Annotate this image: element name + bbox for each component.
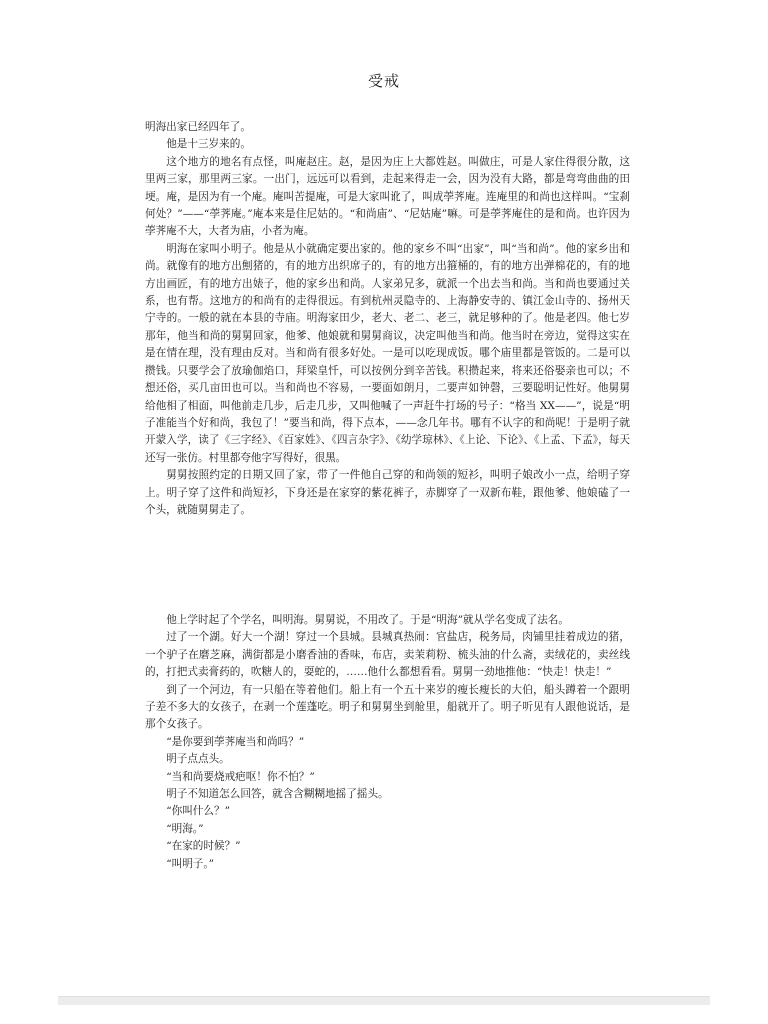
paragraph: 明海在家叫小明子。他是从小就确定要出家的。他的家乡不叫“出家”，叫“当和尚”。他的家乡出和尚。就像有的地方出劁猪的，有的地方出织席子的，有的地方出箍桶的，有的地方出弹棉花的，有的地方出画匠，有的地方出婊子，他的家乡出和尚。人家弟兄多，就派一个出去当和尚。当和尚也要通过关系，也有帮。这地方的和尚有的走得很远。有到杭州灵隐寺的、上海静安寺的、镇江金山寺的、扬州天宁寺的。一般的就在本县的寺庙。明海家田少，老大、老二、老三，就足够种的了。他是老四。他七岁那年，他当和尚的舅舅回家，他爹、他娘就和舅舅商议，决定叫他当和尚。他当时在旁边，觉得这实在是在情在理，没有理由反对。当和尚有很多好处。一是可以吃现成饭。哪个庙里都是管饭的。二是可以攒钱。只要学会了放瑜伽焰口，拜梁皇忏，可以按例分到辛苦钱。积攒起来，将来还俗娶亲也可以；不想还俗，买几亩田也可以。当和尚也不容易，一要面如朗月，二要声如钟磬，三要聪明记性好。他舅舅给他相了相面，叫他前走几步，后走几步，又叫他喊了一声赶牛打场的号子：“格当 XX——”，说是“明子准能当个好和尚，我包了！”要当和尚，得下点本，——念几年书。哪有不认字的和尚呢！于是明子就开蒙入学，读了《三字经》、《百家姓》、《四言杂字》、《幼学琼林》、《上论、下论》、《上孟、下孟》，每天还写一张仿。村里都夸他字写得好，很黑。 bbox=[145, 242, 630, 464]
dialogue-line: “叫明子。” bbox=[166, 857, 215, 870]
page-title: 受戒 bbox=[367, 72, 400, 90]
paragraph: 这个地方的地名有点怪，叫庵赵庄。赵，是因为庄上大都姓赵。叫做庄，可是人家住得很分散，这里两三家，那里两三家。一出门，远远可以看到，走起来得走一会，因为没有大路，都是弯弯曲曲的田埂。庵，是因为有一个庵。庵叫苦提庵，可是大家叫讹了，叫成荸荠庵。连庵里的和尚也这样叫。“宝刹何处？”——“荸荠庵。”庵本来是住尼姑的。“和尚庙”、“尼姑庵”嘛。可是荸荠庵住的是和尚。也许因为荸荠庵不大，大者为庙，小者为庵。 bbox=[145, 155, 630, 238]
dialogue-line: “明海。” bbox=[166, 822, 204, 835]
dialogue-line: “当和尚要烧戒疤呕！你不怕？” bbox=[166, 770, 315, 783]
page-footer-bar bbox=[58, 996, 710, 1005]
text-section-1 bbox=[145, 119, 630, 519]
paragraph: 舅舅按照约定的日期又回了家，带了一件他自己穿的和尚领的短衫，叫明子娘改小一点，给明子穿上。明子穿了这件和尚短衫，下身还是在家穿的紫花裤子，赤脚穿了一双新布鞋，跟他爹、他娘磕了一个头，就随舅舅走了。 bbox=[145, 469, 630, 516]
text-section-2 bbox=[145, 612, 630, 873]
paragraph: 过了一个湖。好大一个湖！穿过一个县城。县城真热闹：官盐店，税务局，肉铺里挂着成边的猪，一个驴子在磨芝麻，满街都是小磨香油的香味，布店，卖茉莉粉、梳头油的什么斋，卖绒花的，卖丝线的，打把式卖膏药的，吹糖人的，耍蛇的，……他什么都想看看。舅舅一劲地推他：“快走！快走！” bbox=[145, 631, 630, 679]
paragraph: 到了一个河边，有一只船在等着他们。船上有一个五十来岁的瘦长瘦长的大伯，船头蹲着一个跟明子差不多大的女孩子，在剥一个莲蓬吃。明子和舅舅坐到舱里，船就开了。明子听见有人跟他说话，是那个女孩子。 bbox=[145, 683, 630, 731]
dialogue-line: “在家的时候？” bbox=[166, 840, 241, 853]
dialogue-line: “是你要到荸荠庵当和尚吗？” bbox=[166, 735, 305, 748]
paragraph: 他是十三岁来的。 bbox=[166, 138, 251, 151]
paragraph: 明海出家已经四年了。 bbox=[145, 121, 251, 133]
paragraph: 他上学时起了个学名，叫明海。舅舅说，不用改了。于是“明海”就从学名变成了法名。 bbox=[166, 614, 569, 626]
dialogue-line: 明子不知道怎么回答，就含含糊糊地摇了摇头。 bbox=[166, 788, 389, 801]
dialogue-line: “你叫什么？” bbox=[166, 805, 230, 818]
dialogue-line: 明子点点头。 bbox=[166, 753, 230, 766]
